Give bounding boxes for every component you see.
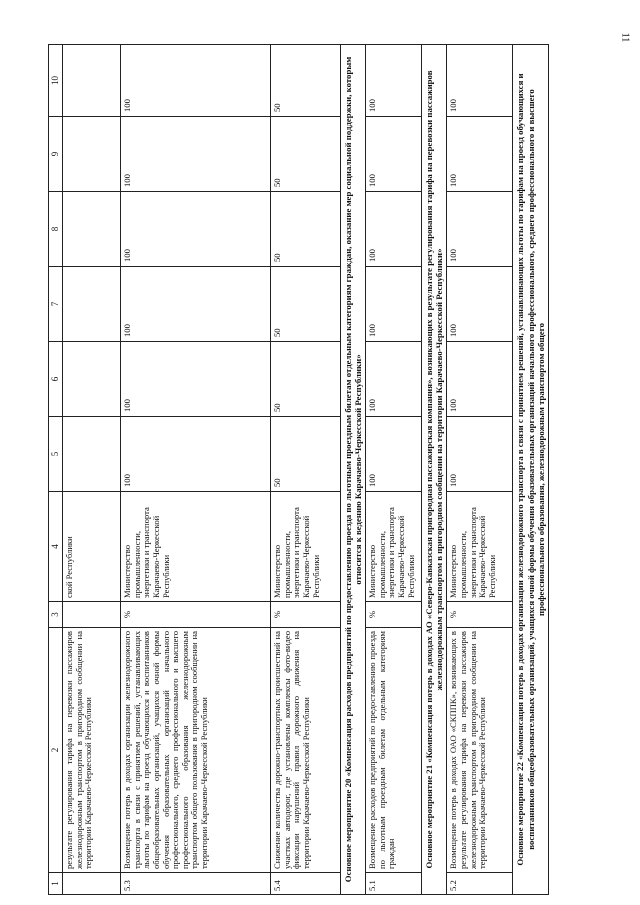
row-value: 50: [271, 342, 341, 417]
row-unit: %: [271, 602, 341, 628]
row-unit: %: [366, 602, 422, 628]
row-value: 100: [366, 267, 422, 342]
col-header: 6: [49, 342, 63, 417]
row-executor: Министерство промышленности, энергетики и транспорта Карачаево-Черкесской Республики: [121, 492, 271, 602]
section-heading-m20: Основное мероприятие 20 «Компенсация расходов предприятий по предоставлению проезда по льготным проездным билетам отдельным категориям граждан, оказание мер социальной поддержки, которым относится к ведению Карачаево-Черкесской Республики»: [341, 45, 366, 895]
row-value: 50: [271, 192, 341, 267]
row-value: [63, 192, 121, 267]
section-row: [341, 45, 366, 895]
row-description: Возмещение потерь в доходах организации железнодорожного транспорта в связи с принятием решений, устанавливающих льготы по тарифам на проезд обучающихся и воспитанников общеобразовательных организаций, учащихся очной формы обучения образовательных организаций начального профессионального, среднего профессионального и высшего профессионального образования железнодорожным транспортом общего пользования в пригородном сообщении на территории Карачаево-Черкесской Республики: [121, 628, 271, 873]
table-row: [366, 45, 422, 895]
document-stage: [48, 45, 588, 895]
row-value: 100: [447, 417, 513, 492]
row-number: [63, 873, 121, 895]
row-value: 100: [447, 342, 513, 417]
row-unit: %: [121, 602, 271, 628]
col-header: 1: [49, 873, 63, 895]
row-number: 5.1: [366, 873, 422, 895]
row-value: 100: [366, 117, 422, 192]
col-header: 9: [49, 117, 63, 192]
row-executor: Министерство промышленности, энергетики и транспорта Карачаево-Черкесской Республики: [447, 492, 513, 602]
section-row: [513, 45, 548, 895]
row-executor: Министерство промышленности, энергетики и транспорта Карачаево-Черкесской Республики: [366, 492, 422, 602]
row-value: [63, 45, 121, 117]
row-value: 100: [366, 192, 422, 267]
row-description: Возмещение расходов предприятий по предоставлению проезда по льготным проездным билетам отдельным категориям граждан: [366, 628, 422, 873]
page-number: 11: [619, 32, 631, 43]
row-value: 50: [271, 45, 341, 117]
row-number: 5.2: [447, 873, 513, 895]
table-row: [447, 45, 513, 895]
row-value: [63, 117, 121, 192]
header-row: [49, 45, 63, 895]
col-header: 3: [49, 602, 63, 628]
col-header: 7: [49, 267, 63, 342]
row-value: 100: [121, 45, 271, 117]
row-value: 100: [447, 267, 513, 342]
table-row: [121, 45, 271, 895]
row-value: 100: [121, 417, 271, 492]
row-unit: %: [447, 602, 513, 628]
row-value: 100: [366, 45, 422, 117]
row-value: 100: [121, 192, 271, 267]
col-header: 10: [49, 45, 63, 117]
rotated-document: [48, 45, 588, 895]
section-heading-m22: Основное мероприятие 22 «Компенсация потерь в доходах организации железнодорожного транспорта в связи с принятием решений, устанавливающих льготы по тарифам на проезд обучающихся и воспитанников общеобразовательных организаций, учащихся очной формы обучения образовательных организаций начального профессионального, среднего профессионального и высшего профессионального образования, железнодорожным транспортом общего: [513, 45, 548, 895]
table-row: [63, 45, 121, 895]
col-header: 2: [49, 628, 63, 873]
row-description: Снижение количества дорожно-транспортных происшествий на участках автодорог, где установлены комплексы фото-видео фиксации нарушений правил дорожного движения на территории Карачаево-Черкесской Республики: [271, 628, 341, 873]
row-value: 100: [121, 267, 271, 342]
col-header: 4: [49, 492, 63, 602]
row-number: 5.3: [121, 873, 271, 895]
indicators-table: [48, 44, 549, 895]
row-value: 100: [447, 192, 513, 267]
row-value: 100: [366, 417, 422, 492]
row-unit: [63, 602, 121, 628]
row-value: 100: [447, 45, 513, 117]
table-row: [271, 45, 341, 895]
row-value: 50: [271, 267, 341, 342]
row-value: 100: [447, 117, 513, 192]
row-value: 100: [366, 342, 422, 417]
row-description: результате регулирования тарифа на перевозки пассажиров железнодорожным транспортом в пригородном сообщении на территории Карачаево-Черкесской Республики: [63, 628, 121, 873]
row-number: 5.4: [271, 873, 341, 895]
row-value: 50: [271, 417, 341, 492]
row-value: 100: [121, 342, 271, 417]
row-value: [63, 267, 121, 342]
row-executor: ской Республики: [63, 492, 121, 602]
section-row: [422, 45, 447, 895]
row-executor: Министерство промышленности, энергетики и транспорта Карачаево-Черкесской Республики: [271, 492, 341, 602]
section-heading-m21: Основное мероприятие 21 «Компенсация потерь в доходах АО «Северо-Кавказская пригородная пассажирская компания», возникающих в результате регулирования тарифа на перевозки пассажиров железнодорожным транспортом в пригородном сообщении на территории Карачаево-Черкесской Республики»: [422, 45, 447, 895]
row-value: 100: [121, 117, 271, 192]
col-header: 5: [49, 417, 63, 492]
row-value: [63, 417, 121, 492]
row-description: Возмещение потерь в доходах ОАО «СКППК», возникающих в результате регулирования тарифа на перевозки пассажиров железнодорожным транспортом в пригородном сообщении на территории Карачаево-Черкесской Республики: [447, 628, 513, 873]
row-value: 50: [271, 117, 341, 192]
row-value: [63, 342, 121, 417]
col-header: 8: [49, 192, 63, 267]
